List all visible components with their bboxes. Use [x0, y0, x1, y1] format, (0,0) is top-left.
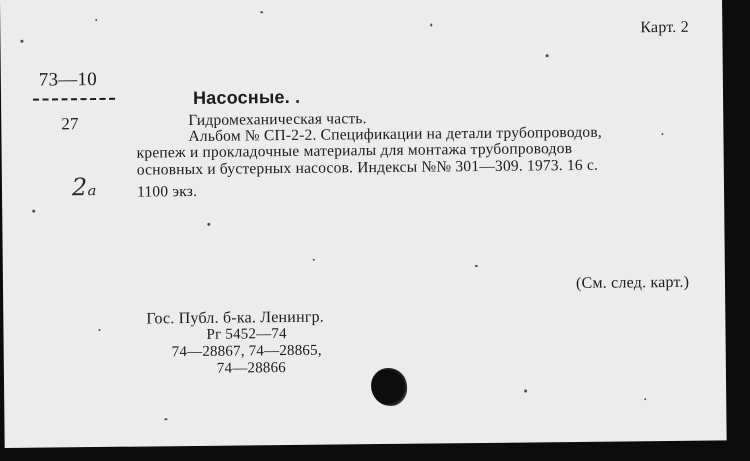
- scan-speck: [661, 133, 663, 135]
- entry-heading: Насосные. .: [192, 86, 301, 108]
- library-name: Гос. Публ. б-ка. Ленингр.: [146, 308, 325, 328]
- classification-divider: [33, 98, 115, 101]
- description-line: 1100 экз.: [136, 182, 198, 201]
- description-line: Гидромеханическая часть.: [188, 110, 367, 130]
- scan-speck: [475, 265, 478, 267]
- scan-speck: [98, 329, 100, 331]
- continued-note: (См. след. карт.): [575, 273, 690, 292]
- ink-blot: [371, 368, 407, 406]
- classification-denominator: 27: [61, 114, 79, 134]
- shelf-id: 74—28867, 74—28865,: [171, 342, 322, 361]
- classification-numerator: 73—10: [38, 68, 97, 91]
- scan-speck: [207, 223, 210, 226]
- handwritten-mark: 2ₐ: [71, 172, 97, 202]
- scan-speck: [32, 210, 35, 213]
- shelf-id: Рг 5452—74: [206, 326, 287, 343]
- scan-speck: [546, 54, 549, 57]
- scan-speck: [524, 390, 527, 393]
- scan-speck: [20, 40, 23, 43]
- shelf-id: 74—28866: [216, 360, 287, 377]
- description-line: основных и бустерных насосов. Индексы №№ 301—309. 1973. 16 с.: [136, 156, 599, 179]
- card-number: Карт. 2: [640, 18, 689, 37]
- scan-speck: [644, 398, 646, 400]
- scan-speck: [164, 418, 167, 420]
- scan-speck: [313, 259, 315, 261]
- scan-speck: [430, 23, 432, 26]
- description-line: крепеж и прокладочные материалы для монтажа трубопроводов: [136, 140, 573, 162]
- scan-speck: [95, 19, 97, 21]
- scan-speck: [260, 11, 263, 13]
- description-line: Альбом № СП-2-2. Спецификации на детали трубопроводов,: [188, 123, 603, 146]
